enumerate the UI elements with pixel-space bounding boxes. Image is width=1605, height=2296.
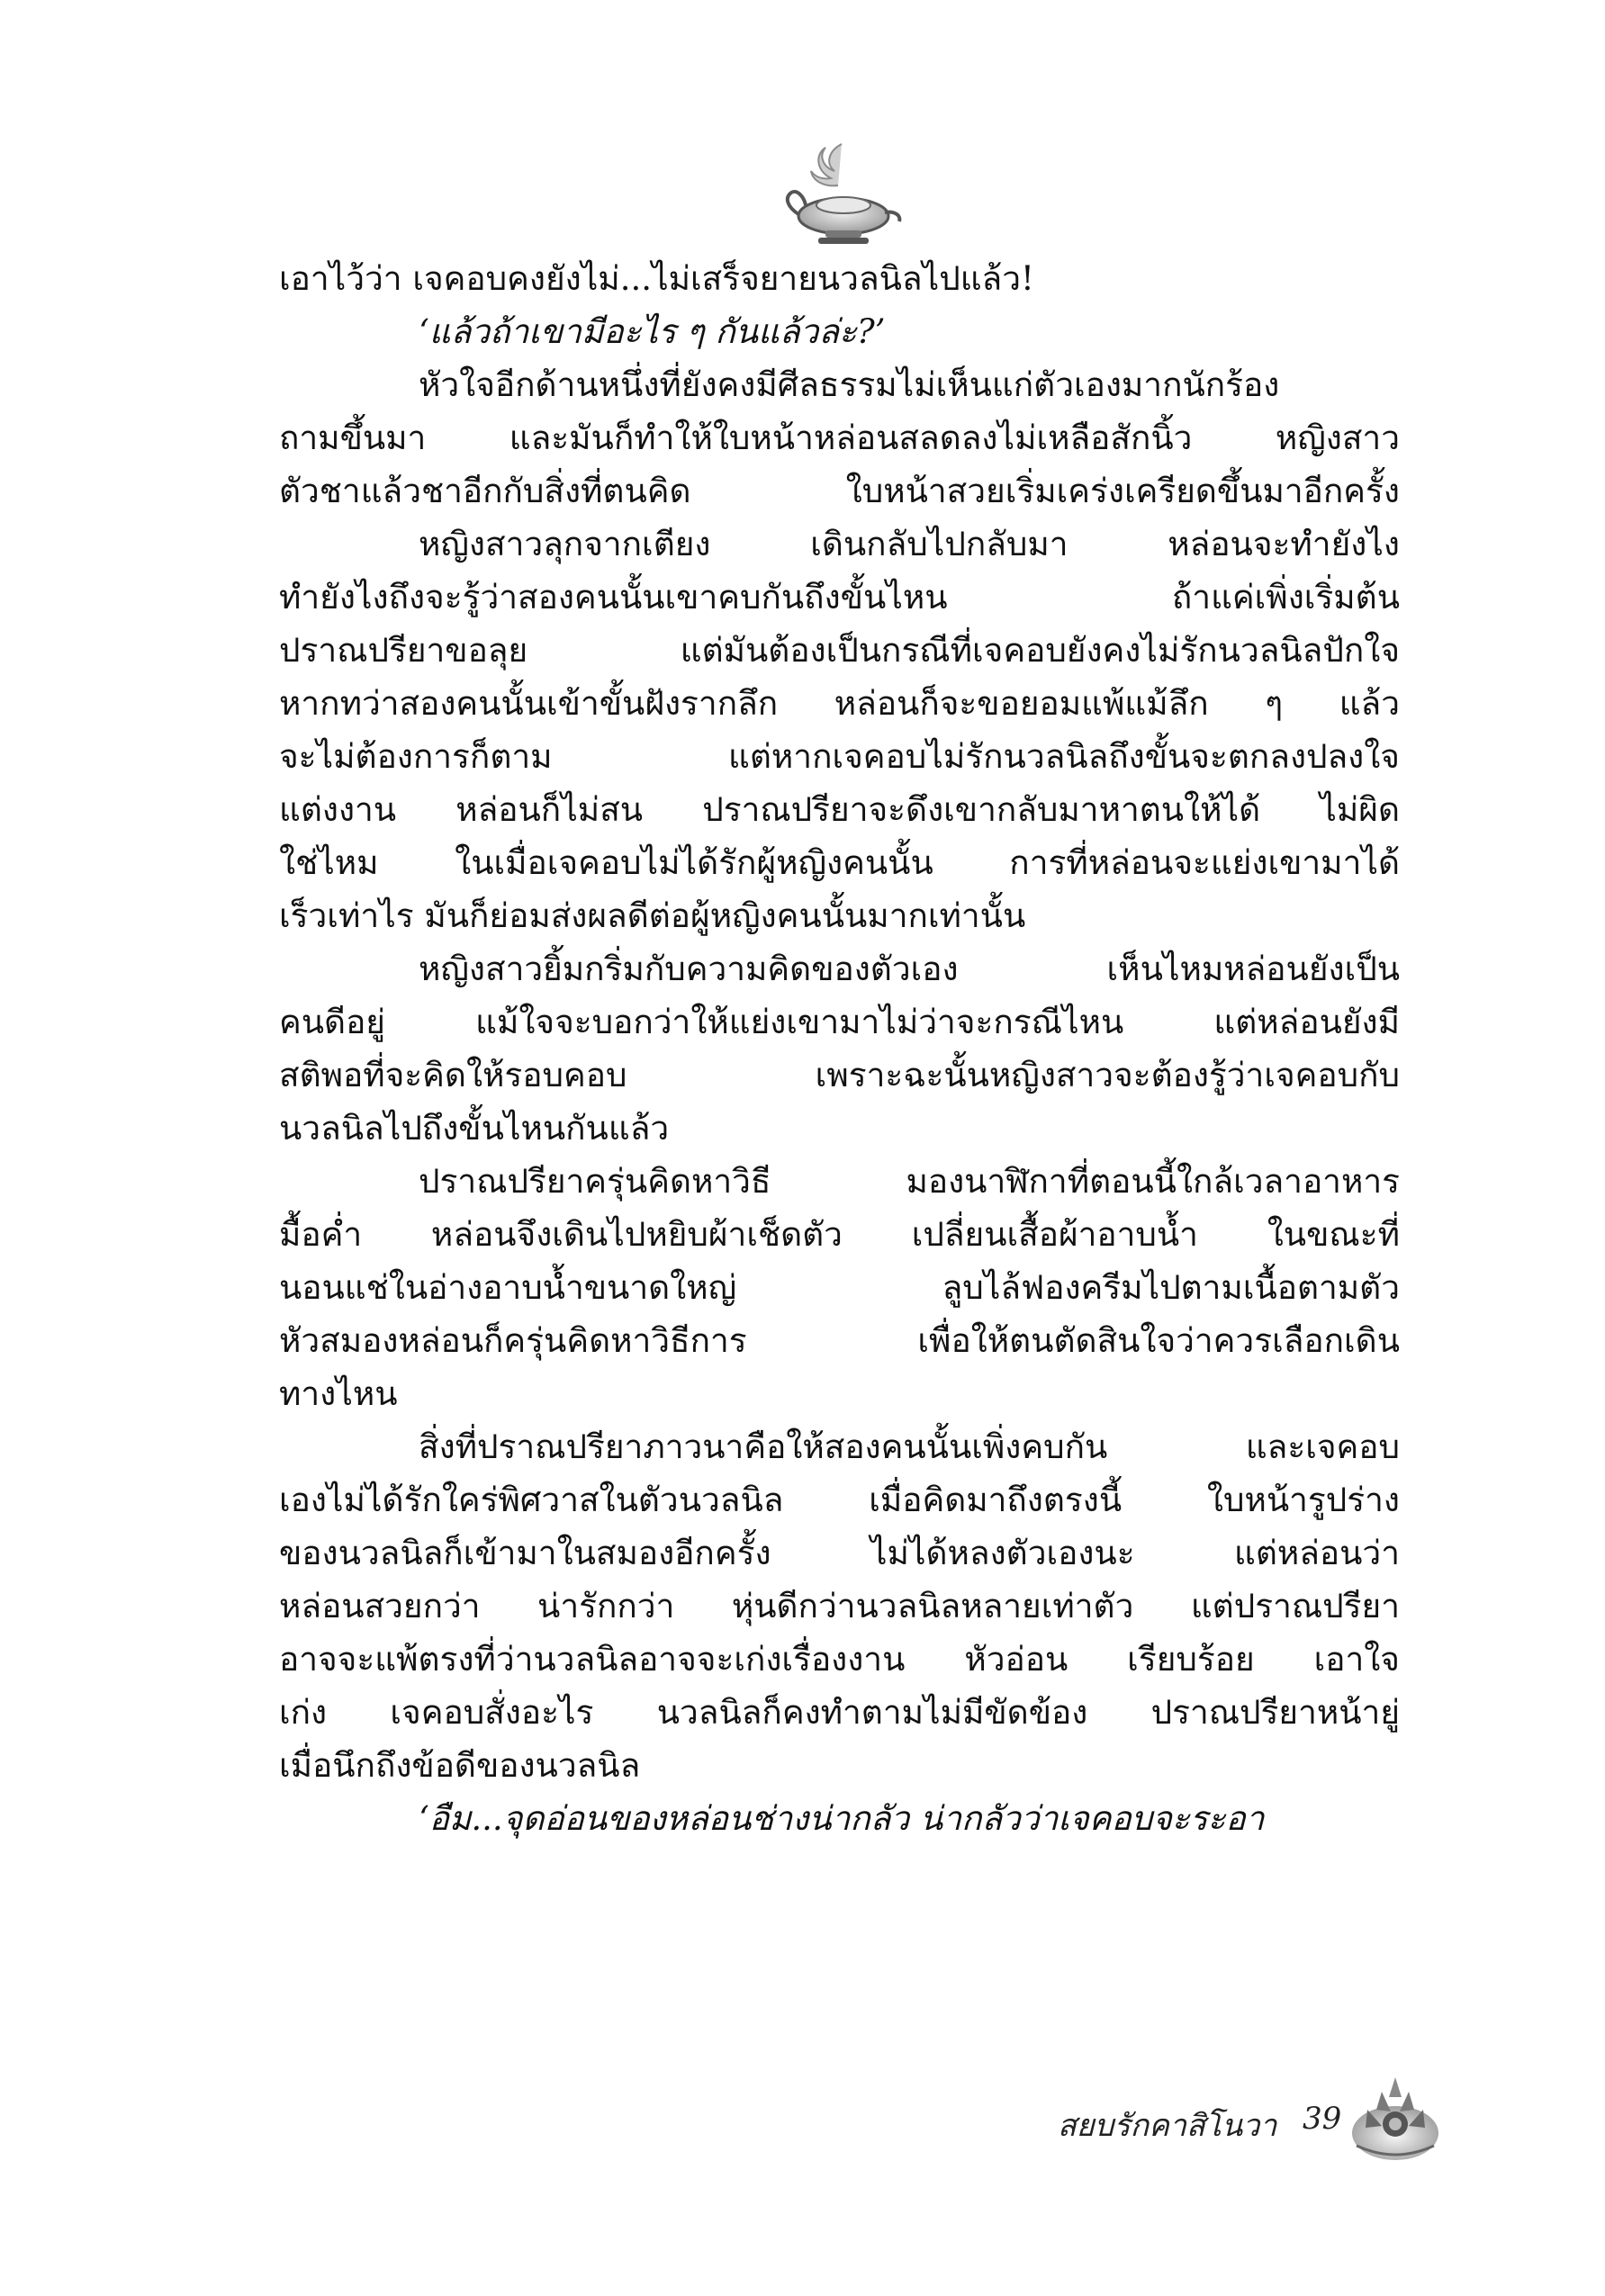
text-line: คนดีอยู่ แม้ใจจะบอกว่าให้แย่งเขามาไม่ว่าจะกรณีไหน แต่หล่อนยังมี	[279, 1003, 1400, 1041]
text-line: หัวใจอีกด้านหนึ่งที่ยังคงมีศีลธรรมไม่เห็นแก่ตัวเองมากนักร้อง	[419, 365, 1280, 404]
text-line: นอนแช่ในอ่างอาบน้ำขนาดใหญ่ ลูบไล้ฟองครีมไปตามเนื้อตามตัว	[279, 1268, 1400, 1307]
text-line: ถามขึ้นมา และมันก็ทำให้ใบหน้าหล่อนสลดลงไม่เหลือสักนิ้ว หญิงสาว	[279, 419, 1400, 457]
text-line: ตัวชาแล้วชาอีกกับสิ่งที่ตนคิด ใบหน้าสวยเริ่มเคร่งเครียดขึ้นมาอีกครั้ง	[279, 472, 1400, 510]
text-line: นวลนิลไปถึงขั้นไหนกันแล้ว	[279, 1109, 670, 1148]
text-line: ของนวลนิลก็เข้ามาในสมองอีกครั้ง ไม่ได้หลงตัวเองนะ แต่หล่อนว่า	[279, 1534, 1400, 1572]
body-text	[279, 252, 1400, 1845]
text-line: เองไม่ได้รักใคร่พิศวาสในตัวนวลนิล เมื่อคิดมาถึงตรงนี้ ใบหน้ารูปร่าง	[279, 1481, 1400, 1519]
text-line: เร็วเท่าไร มันก็ย่อมส่งผลดีต่อผู้หญิงคนนั้นมากเท่านั้น	[279, 896, 1026, 935]
text-line: สติพอที่จะคิดให้รอบคอบ เพราะฉะนั้นหญิงสาวจะต้องรู้ว่าเจคอบกับ	[279, 1056, 1400, 1094]
text-line: หญิงสาวลุกจากเตียง เดินกลับไปกลับมา หล่อนจะทำยังไง	[419, 525, 1400, 563]
text-line: ปราณปรียาครุ่นคิดหาวิธี มองนาฬิกาที่ตอนนี้ใกล้เวลาอาหาร	[419, 1162, 1400, 1201]
lamp-ornament-icon	[779, 135, 905, 252]
text-line: ‘แล้วถ้าเขามีอะไร ๆ กันแล้วล่ะ?’	[419, 312, 886, 351]
text-line: แต่งงาน หล่อนก็ไม่สน ปราณปรียาจะดึงเขากลับมาหาตนให้ได้ ไม่ผิด	[279, 790, 1400, 829]
text-line: หากทว่าสองคนนั้นเข้าขั้นฝังรากลึก หล่อนก็จะขอยอมแพ้แม้ลึก ๆ แล้ว	[279, 684, 1400, 723]
text-line: เอาไว้ว่า เจคอบคงยังไม่...ไม่เสร็จยายนวลนิลไปแล้ว!	[279, 259, 1034, 298]
text-line: เก่ง เจคอบสั่งอะไร นวลนิลก็คงทำตามไม่มีขัดข้อง ปราณปรียาหน้ายู่	[279, 1693, 1400, 1732]
text-line: ปราณปรียาขอลุย แต่มันต้องเป็นกรณีที่เจคอบยังคงไม่รักนวลนิลปักใจ	[279, 631, 1400, 670]
text-line: หัวสมองหล่อนก็ครุ่นคิดหาวิธีการ เพื่อให้ตนตัดสินใจว่าควรเลือกเดิน	[279, 1321, 1400, 1360]
text-line: สิ่งที่ปราณปรียาภาวนาคือให้สองคนนั้นเพิ่งคบกัน และเจคอบ	[419, 1427, 1400, 1466]
page-number: 39	[1303, 2101, 1342, 2137]
flower-ornament-icon	[1346, 2070, 1445, 2169]
text-line: ทางไหน	[279, 1374, 398, 1413]
book-title: สยบรักคาสิโนวา	[1058, 2108, 1277, 2144]
text-line: เมื่อนึกถึงข้อดีของนวลนิล	[279, 1746, 641, 1785]
page-footer	[1058, 2070, 1436, 2169]
text-line: จะไม่ต้องการก็ตาม แต่หากเจคอบไม่รักนวลนิลถึงขั้นจะตกลงปลงใจ	[279, 737, 1400, 776]
text-line: ทำยังไงถึงจะรู้ว่าสองคนนั้นเขาคบกันถึงขั้นไหน ถ้าแค่เพิ่งเริ่มต้น	[279, 578, 1400, 617]
text-line: หล่อนสวยกว่า น่ารักกว่า หุ่นดีกว่านวลนิลหลายเท่าตัว แต่ปราณปรียา	[279, 1587, 1400, 1625]
text-line: มื้อค่ำ หล่อนจึงเดินไปหยิบผ้าเช็ดตัว เปลี่ยนเสื้อผ้าอาบน้ำ ในขณะที่	[279, 1215, 1400, 1254]
text-line: ใช่ไหม ในเมื่อเจคอบไม่ได้รักผู้หญิงคนนั้น การที่หล่อนจะแย่งเขามาได้	[279, 843, 1400, 882]
text-line: ‘อืม...จุดอ่อนของหล่อนช่างน่ากลัว น่ากลัวว่าเจคอบจะระอา	[419, 1799, 1265, 1838]
text-line: อาจจะแพ้ตรงที่ว่านวลนิลอาจจะเก่งเรื่องงาน หัวอ่อน เรียบร้อย เอาใจ	[279, 1640, 1400, 1679]
text-line: หญิงสาวยิ้มกริ่มกับความคิดของตัวเอง เห็นไหมหล่อนยังเป็น	[419, 950, 1400, 988]
